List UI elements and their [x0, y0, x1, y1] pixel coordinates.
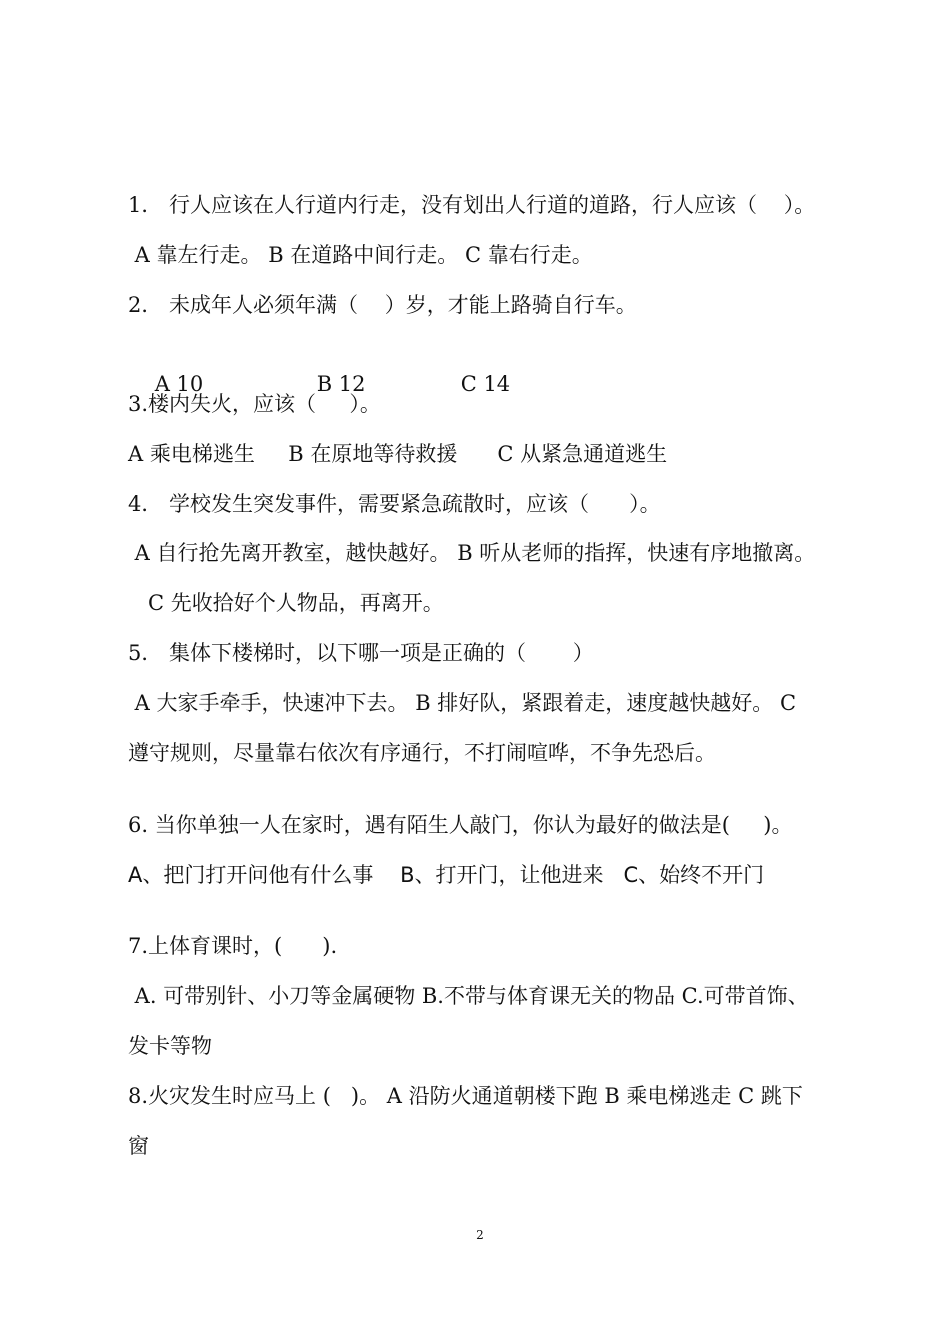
- question-3-text: 3.楼内失火，应该（ ）。: [128, 392, 381, 416]
- question-2-option-b: B 12: [316, 372, 366, 396]
- question-8-line-1: 8.火灾发生时应马上 ( )。 A 沿防火通道朝楼下跑 B 乘电梯逃走 C 跳下: [128, 1084, 803, 1108]
- question-1-options: A 靠左行走。 B 在道路中间行走。 C 靠右行走。: [128, 243, 593, 267]
- question-8-line-2: 窗: [128, 1134, 149, 1158]
- question-4-text: 4． 学校发生突发事件，需要紧急疏散时，应该（ ）。: [128, 492, 661, 516]
- page-number: 2: [476, 1228, 484, 1242]
- question-6-options: A、把门打开问他有什么事 B、打开门，让他进来 C、始终不开门: [128, 863, 765, 887]
- question-7-options-line-1: A. 可带别针、小刀等金属硬物 B.不带与体育课无关的物品 C.可带首饰、: [128, 984, 809, 1008]
- question-1-text: 1． 行人应该在人行道内行走，没有划出人行道的道路，行人应该（ ）。: [128, 193, 816, 217]
- question-2-option-c: C 14: [460, 372, 511, 396]
- question-6-text: 6. 当你单独一人在家时，遇有陌生人敲门，你认为最好的做法是( )。: [128, 813, 793, 837]
- question-2-text: 2． 未成年人必须年满（ ）岁，才能上路骑自行车。: [128, 293, 637, 317]
- question-5-options-line-2: 遵守规则，尽量靠右依次有序通行，不打闹喧哗，不争先恐后。: [128, 741, 716, 765]
- question-4-options-line-2: C 先收拾好个人物品，再离开。: [128, 591, 444, 615]
- question-7-text: 7.上体育课时，( ).: [128, 934, 338, 958]
- question-5-text: 5． 集体下楼梯时，以下哪一项是正确的（ ）: [128, 641, 594, 665]
- question-2-option-a: A 10: [154, 372, 204, 396]
- question-3-options: A 乘电梯逃生 B 在原地等待救援 C 从紧急通道逃生: [128, 442, 668, 466]
- question-7-options-line-2: 发卡等物: [128, 1034, 212, 1058]
- question-4-options-line-1: A 自行抢先离开教室，越快越好。 B 听从老师的指挥，快速有序地撤离。: [128, 541, 816, 565]
- question-5-options-line-1: A 大家手牵手，快速冲下去。 B 排好队，紧跟着走，速度越快越好。 C: [128, 691, 797, 715]
